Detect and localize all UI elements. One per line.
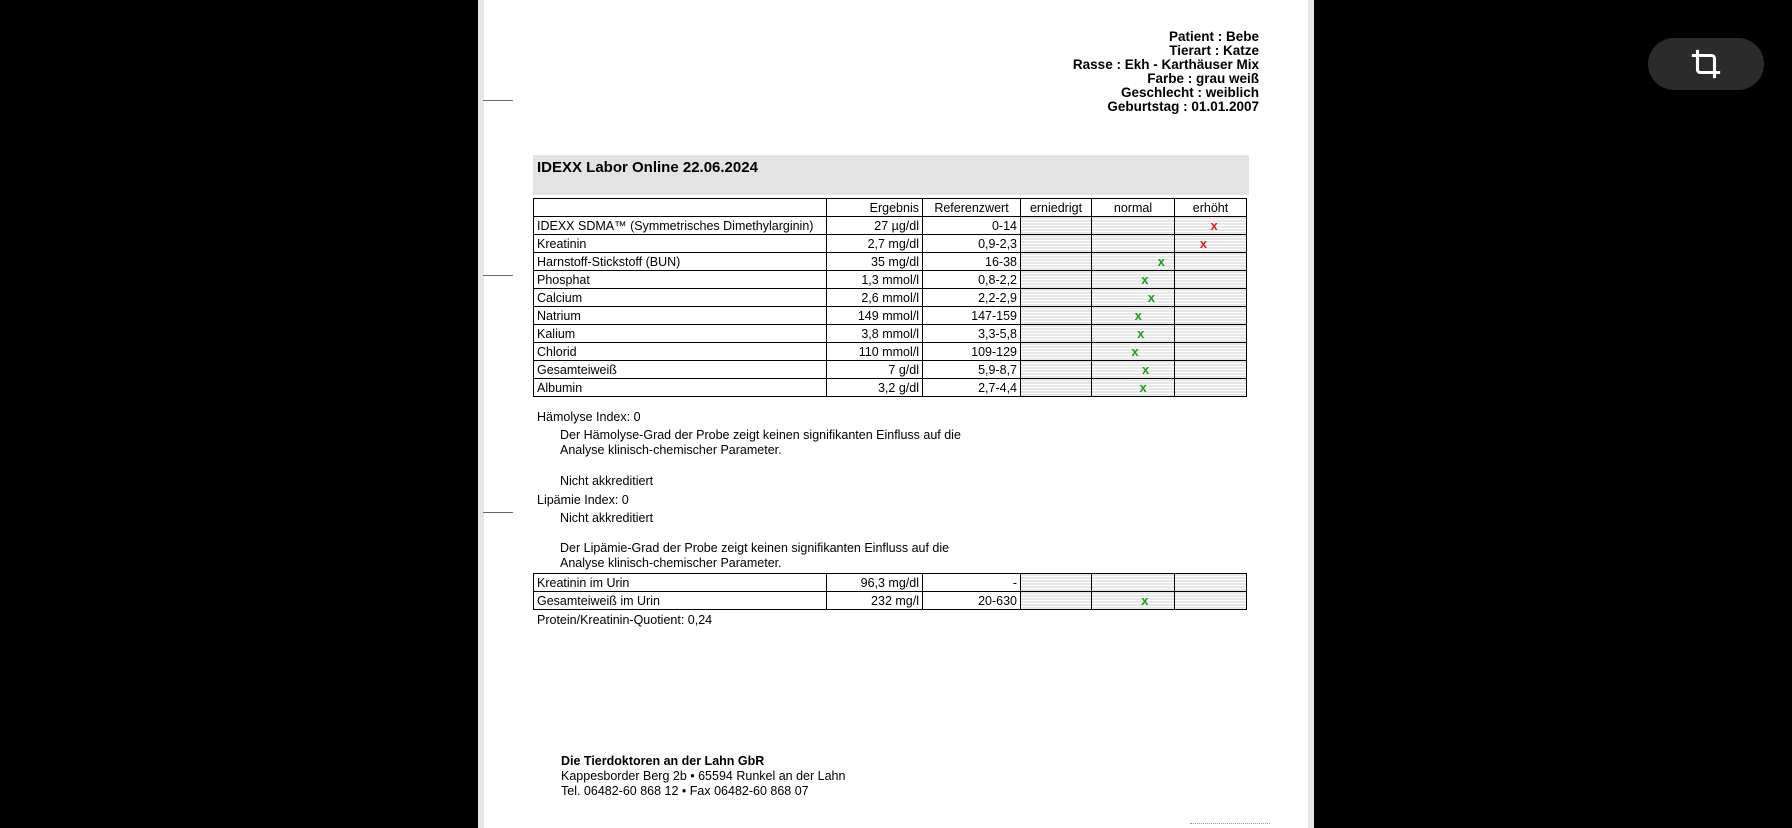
footer-phone: Tel. 06482-60 868 12 • Fax 06482-60 868 07 <box>561 784 809 798</box>
reference-cell: 147-159 <box>923 307 1021 325</box>
reference-cell: - <box>923 574 1021 592</box>
haemolysis-text-1: Der Hämolyse-Grad der Probe zeigt keinen signifikanten Einfluss auf die <box>560 428 961 442</box>
normal-mark: x <box>1141 272 1149 287</box>
footer-address: Kappesborder Berg 2b • 65594 Runkel an der Lahn <box>561 769 846 783</box>
normal-mark: x <box>1157 254 1165 269</box>
normal-mark: x <box>1142 362 1150 377</box>
normal-mark: x <box>1141 593 1149 608</box>
header-param <box>534 199 827 217</box>
high-mark: x <box>1199 236 1208 251</box>
reference-cell: 0-14 <box>923 217 1021 235</box>
high-cell <box>1175 217 1247 235</box>
patient-birthday: Geburtstag : 01.01.2007 <box>1107 99 1259 114</box>
punch-mark <box>483 275 513 276</box>
normal-cell <box>1092 343 1175 361</box>
not-accredited-1: Nicht akkreditiert <box>560 474 654 488</box>
low-cell <box>1021 379 1092 397</box>
page-right-edge <box>1308 0 1314 828</box>
normal-cell <box>1092 217 1175 235</box>
lipaemia-text-2: Analyse klinisch-chemischer Parameter. <box>560 556 782 570</box>
crop-button[interactable] <box>1648 38 1764 90</box>
not-accredited-2: Nicht akkreditiert <box>560 511 654 525</box>
param-cell: Calcium <box>534 289 827 307</box>
result-cell: 2,7 mg/dl <box>827 235 923 253</box>
table-row <box>534 574 1247 592</box>
param-cell: Gesamteiweiß <box>534 361 827 379</box>
low-cell <box>1021 307 1092 325</box>
reference-cell: 0,9-2,3 <box>923 235 1021 253</box>
reference-cell: 16-38 <box>923 253 1021 271</box>
normal-cell <box>1092 271 1175 289</box>
lipaemia-text-1: Der Lipämie-Grad der Probe zeigt keinen signifikanten Einfluss auf die <box>560 541 950 555</box>
footer-practice-name: Die Tierdoktoren an der Lahn GbR <box>561 754 765 768</box>
result-cell: 7 g/dl <box>827 361 923 379</box>
high-cell <box>1175 379 1247 397</box>
normal-cell <box>1092 325 1175 343</box>
patient-info <box>859 30 1259 114</box>
reference-cell: 2,2-2,9 <box>923 289 1021 307</box>
high-cell <box>1175 271 1247 289</box>
reference-cell: 3,3-5,8 <box>923 325 1021 343</box>
high-cell <box>1175 307 1247 325</box>
normal-cell <box>1092 253 1175 271</box>
header-low: erniedrigt <box>1021 199 1092 217</box>
header-result: Ergebnis <box>827 199 923 217</box>
haemolysis-index: Hämolyse Index: 0 <box>537 410 641 424</box>
high-cell <box>1175 235 1247 253</box>
low-cell <box>1021 325 1092 343</box>
patient-name: Patient : Bebe <box>1168 29 1259 44</box>
param-cell: Albumin <box>534 379 827 397</box>
urine-results-table <box>533 573 1247 610</box>
table-row <box>534 253 1247 271</box>
table-row <box>534 271 1247 289</box>
param-cell: Chlorid <box>534 343 827 361</box>
param-cell: IDEXX SDMA™ (Symmetrisches Dimethylarginin) <box>534 217 827 235</box>
table-row <box>534 307 1247 325</box>
patient-color: Farbe : grau weiß <box>1147 71 1259 86</box>
high-cell <box>1175 253 1247 271</box>
normal-cell <box>1092 379 1175 397</box>
normal-cell <box>1092 574 1175 592</box>
normal-mark: x <box>1139 380 1147 395</box>
param-cell: Kreatinin <box>534 235 827 253</box>
table-row <box>534 325 1247 343</box>
high-cell <box>1175 343 1247 361</box>
reference-cell: 20-630 <box>923 592 1021 610</box>
low-cell <box>1021 289 1092 307</box>
normal-mark: x <box>1134 308 1142 323</box>
lab-results-table <box>533 198 1247 397</box>
table-row <box>534 592 1247 610</box>
high-cell <box>1175 325 1247 343</box>
normal-cell <box>1092 361 1175 379</box>
table-row <box>534 235 1247 253</box>
punch-mark <box>483 100 513 101</box>
result-cell: 232 mg/l <box>827 592 923 610</box>
patient-breed: Rasse : Ekh - Karthäuser Mix <box>1072 57 1259 72</box>
high-mark: x <box>1210 218 1218 233</box>
lipaemia-index: Lipämie Index: 0 <box>537 493 629 507</box>
low-cell <box>1021 574 1092 592</box>
result-cell: 3,8 mmol/l <box>827 325 923 343</box>
param-cell: Kalium <box>534 325 827 343</box>
reference-cell: 5,9-8,7 <box>923 361 1021 379</box>
result-cell: 110 mmol/l <box>827 343 923 361</box>
result-cell: 96,3 mg/dl <box>827 574 923 592</box>
haemolysis-text-2: Analyse klinisch-chemischer Parameter. <box>560 443 782 457</box>
reference-cell: 0,8-2,2 <box>923 271 1021 289</box>
low-cell <box>1021 253 1092 271</box>
protein-creatinine-quotient: Protein/Kreatinin-Quotient: 0,24 <box>537 613 713 627</box>
normal-mark: x <box>1131 344 1139 359</box>
reference-cell: 2,7-4,4 <box>923 379 1021 397</box>
report-title: IDEXX Labor Online 22.06.2024 <box>537 159 758 176</box>
patient-species: Tierart : Katze <box>1169 43 1259 58</box>
table-row <box>534 379 1247 397</box>
low-cell <box>1021 217 1092 235</box>
high-cell <box>1175 592 1247 610</box>
param-cell: Kreatinin im Urin <box>534 574 827 592</box>
low-cell <box>1021 235 1092 253</box>
result-cell: 3,2 g/dl <box>827 379 923 397</box>
high-cell <box>1175 361 1247 379</box>
header-normal: normal <box>1092 199 1175 217</box>
footer-small-print <box>1190 823 1270 827</box>
param-cell: Natrium <box>534 307 827 325</box>
param-cell: Harnstoff-Stickstoff (BUN) <box>534 253 827 271</box>
normal-cell <box>1092 307 1175 325</box>
high-cell <box>1175 289 1247 307</box>
param-cell: Phosphat <box>534 271 827 289</box>
param-cell: Gesamteiweiß im Urin <box>534 592 827 610</box>
normal-cell <box>1092 592 1175 610</box>
table-row <box>534 343 1247 361</box>
patient-sex: Geschlecht : weiblich <box>1120 85 1259 100</box>
crop-icon <box>1689 47 1723 81</box>
high-cell <box>1175 574 1247 592</box>
table-row <box>534 289 1247 307</box>
normal-cell <box>1092 289 1175 307</box>
table-header-row <box>534 199 1247 217</box>
normal-mark: x <box>1147 290 1155 305</box>
page-left-edge <box>478 0 484 828</box>
result-cell: 35 mg/dl <box>827 253 923 271</box>
low-cell <box>1021 343 1092 361</box>
table-row <box>534 217 1247 235</box>
result-cell: 149 mmol/l <box>827 307 923 325</box>
low-cell <box>1021 271 1092 289</box>
header-reference: Referenzwert <box>923 199 1021 217</box>
header-high: erhöht <box>1175 199 1247 217</box>
table-row <box>534 361 1247 379</box>
reference-cell: 109-129 <box>923 343 1021 361</box>
low-cell <box>1021 592 1092 610</box>
result-cell: 27 µg/dl <box>827 217 923 235</box>
low-cell <box>1021 361 1092 379</box>
normal-mark: x <box>1137 326 1145 341</box>
result-cell: 1,3 mmol/l <box>827 271 923 289</box>
result-cell: 2,6 mmol/l <box>827 289 923 307</box>
punch-mark <box>483 512 513 513</box>
normal-cell <box>1092 235 1175 253</box>
